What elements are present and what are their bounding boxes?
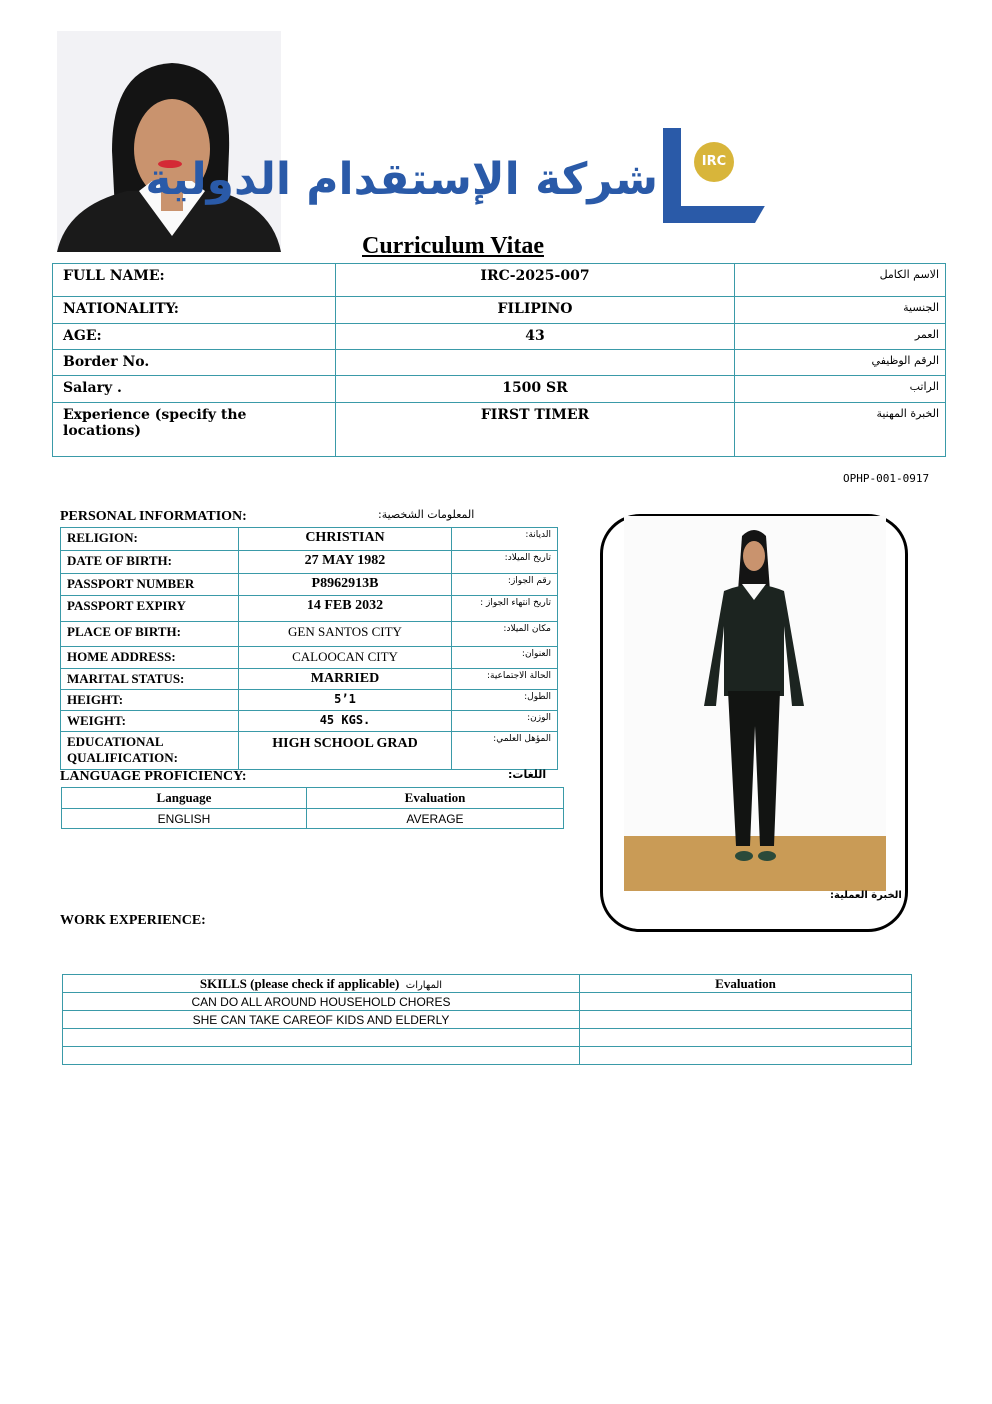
skill-evaluation: [580, 1011, 912, 1029]
personal-row: [61, 622, 558, 647]
full-body-photo: [624, 516, 886, 891]
personal-value: 5’1: [239, 690, 452, 711]
skill-name: [63, 1029, 580, 1047]
personal-arabic: الحالة الاجتماعية:: [452, 669, 558, 690]
skills-header-label: SKILLS (please check if applicable): [199, 975, 400, 991]
personal-value: 45 KGS.: [239, 711, 452, 732]
skills-header-arabic: المهارات: [405, 979, 443, 991]
info-row-nationality: [53, 297, 946, 324]
personal-row: [61, 596, 558, 622]
personal-arabic: المؤهل العلمي:: [452, 732, 558, 770]
info-value: [336, 350, 735, 376]
personal-arabic: الوزن:: [452, 711, 558, 732]
personal-arabic: مكان الميلاد:: [452, 622, 558, 647]
personal-arabic: الطول:: [452, 690, 558, 711]
info-arabic: الرقم الوظيفي: [735, 350, 946, 376]
info-label: AGE:: [53, 324, 336, 350]
skill-row: [63, 993, 912, 1011]
personal-label: MARITAL STATUS:: [61, 669, 239, 690]
personal-row: [61, 574, 558, 596]
skill-row: [63, 1029, 912, 1047]
info-value: FIRST TIMER: [336, 403, 735, 457]
personal-label: DATE OF BIRTH:: [61, 551, 239, 574]
personal-label: PLACE OF BIRTH:: [61, 622, 239, 647]
info-row-experience: [53, 403, 946, 457]
skill-row: [63, 1047, 912, 1065]
personal-label: HOME ADDRESS:: [61, 647, 239, 669]
info-value: IRC-2025-007: [336, 264, 735, 297]
personal-row: [61, 690, 558, 711]
personal-row: [61, 528, 558, 551]
headshot-photo: [57, 31, 281, 252]
language-row: [62, 809, 564, 829]
work-experience-heading: WORK EXPERIENCE:: [60, 913, 206, 928]
info-arabic: الخبرة المهنية: [735, 403, 946, 457]
skill-evaluation: [580, 993, 912, 1011]
personal-row: [61, 551, 558, 574]
skill-name: SHE CAN TAKE CAREOF KIDS AND ELDERLY: [63, 1011, 580, 1029]
personal-label: WEIGHT:: [61, 711, 239, 732]
evaluation-col-header: Evaluation: [307, 788, 564, 809]
language-table: [61, 787, 564, 829]
info-row-salary: [53, 376, 946, 403]
personal-value: P8962913B: [239, 574, 452, 596]
personal-value: MARRIED: [239, 669, 452, 690]
info-label: Experience (specify the locations): [53, 403, 336, 457]
personal-info-heading-arabic: المعلومات الشخصية:: [378, 508, 475, 521]
personal-arabic: الديانة:: [452, 528, 558, 551]
logo-l-base: [663, 206, 765, 223]
skill-name: CAN DO ALL AROUND HOUSEHOLD CHORES: [63, 993, 580, 1011]
personal-info-table: [60, 527, 558, 770]
personal-row: [61, 711, 558, 732]
skills-table: [62, 974, 912, 1065]
skill-evaluation: [580, 1029, 912, 1047]
info-value: 1500 SR: [336, 376, 735, 403]
skill-row: [63, 1011, 912, 1029]
personal-label: HEIGHT:: [61, 690, 239, 711]
logo-arabic-name: شركة الإستقدام الدولية: [145, 154, 658, 205]
info-arabic: الجنسية: [735, 297, 946, 324]
personal-label: EDUCATIONAL QUALIFICATION:: [61, 732, 239, 770]
language-evaluation: AVERAGE: [307, 809, 564, 829]
personal-arabic: تاريخ الميلاد:: [452, 551, 558, 574]
personal-row: [61, 647, 558, 669]
personal-value: GEN SANTOS CITY: [239, 622, 452, 647]
info-value: FILIPINO: [336, 297, 735, 324]
info-label: NATIONALITY:: [53, 297, 336, 324]
language-name: ENGLISH: [62, 809, 307, 829]
language-header-row: [62, 788, 564, 809]
personal-value: CHRISTIAN: [239, 528, 452, 551]
personal-label: RELIGION:: [61, 528, 239, 551]
info-row-full-name: [53, 264, 946, 297]
skill-name: [63, 1047, 580, 1065]
personal-label: PASSPORT NUMBER: [61, 574, 239, 596]
info-label: FULL NAME:: [53, 264, 336, 297]
personal-label: PASSPORT EXPIRY: [61, 596, 239, 622]
personal-info-heading: PERSONAL INFORMATION:: [60, 509, 247, 524]
logo-badge: IRC: [694, 142, 734, 182]
info-arabic: العمر: [735, 324, 946, 350]
form-code: OPHP-001-0917: [843, 472, 930, 485]
info-label: Border No.: [53, 350, 336, 376]
main-info-table: [52, 263, 946, 457]
info-row-age: [53, 324, 946, 350]
info-arabic: الاسم الكامل: [735, 264, 946, 297]
personal-value: HIGH SCHOOL GRAD: [239, 732, 452, 770]
personal-arabic: تاريخ انتهاء الجواز :: [452, 596, 558, 622]
personal-arabic: رقم الجواز:: [452, 574, 558, 596]
photo-caption-arabic: الخبرة العملية:: [830, 890, 902, 901]
company-logo: [145, 128, 758, 226]
info-arabic: الراتب: [735, 376, 946, 403]
personal-value: CALOOCAN CITY: [239, 647, 452, 669]
language-heading-arabic: اللغات:: [508, 768, 547, 781]
skills-col-header: [63, 975, 580, 993]
personal-row: [61, 732, 558, 770]
personal-arabic: العنوان:: [452, 647, 558, 669]
skills-header-row: [63, 975, 912, 993]
personal-row: [61, 669, 558, 690]
personal-value: 14 FEB 2032: [239, 596, 452, 622]
personal-value: 27 MAY 1982: [239, 551, 452, 574]
skill-evaluation: [580, 1047, 912, 1065]
info-label: Salary .: [53, 376, 336, 403]
language-col-header: Language: [62, 788, 307, 809]
language-heading: LANGUAGE PROFICIENCY:: [60, 769, 247, 784]
info-value: 43: [336, 324, 735, 350]
info-row-border-no: [53, 350, 946, 376]
document-title: Curriculum Vitae: [362, 233, 544, 259]
skills-evaluation-header: Evaluation: [580, 975, 912, 993]
